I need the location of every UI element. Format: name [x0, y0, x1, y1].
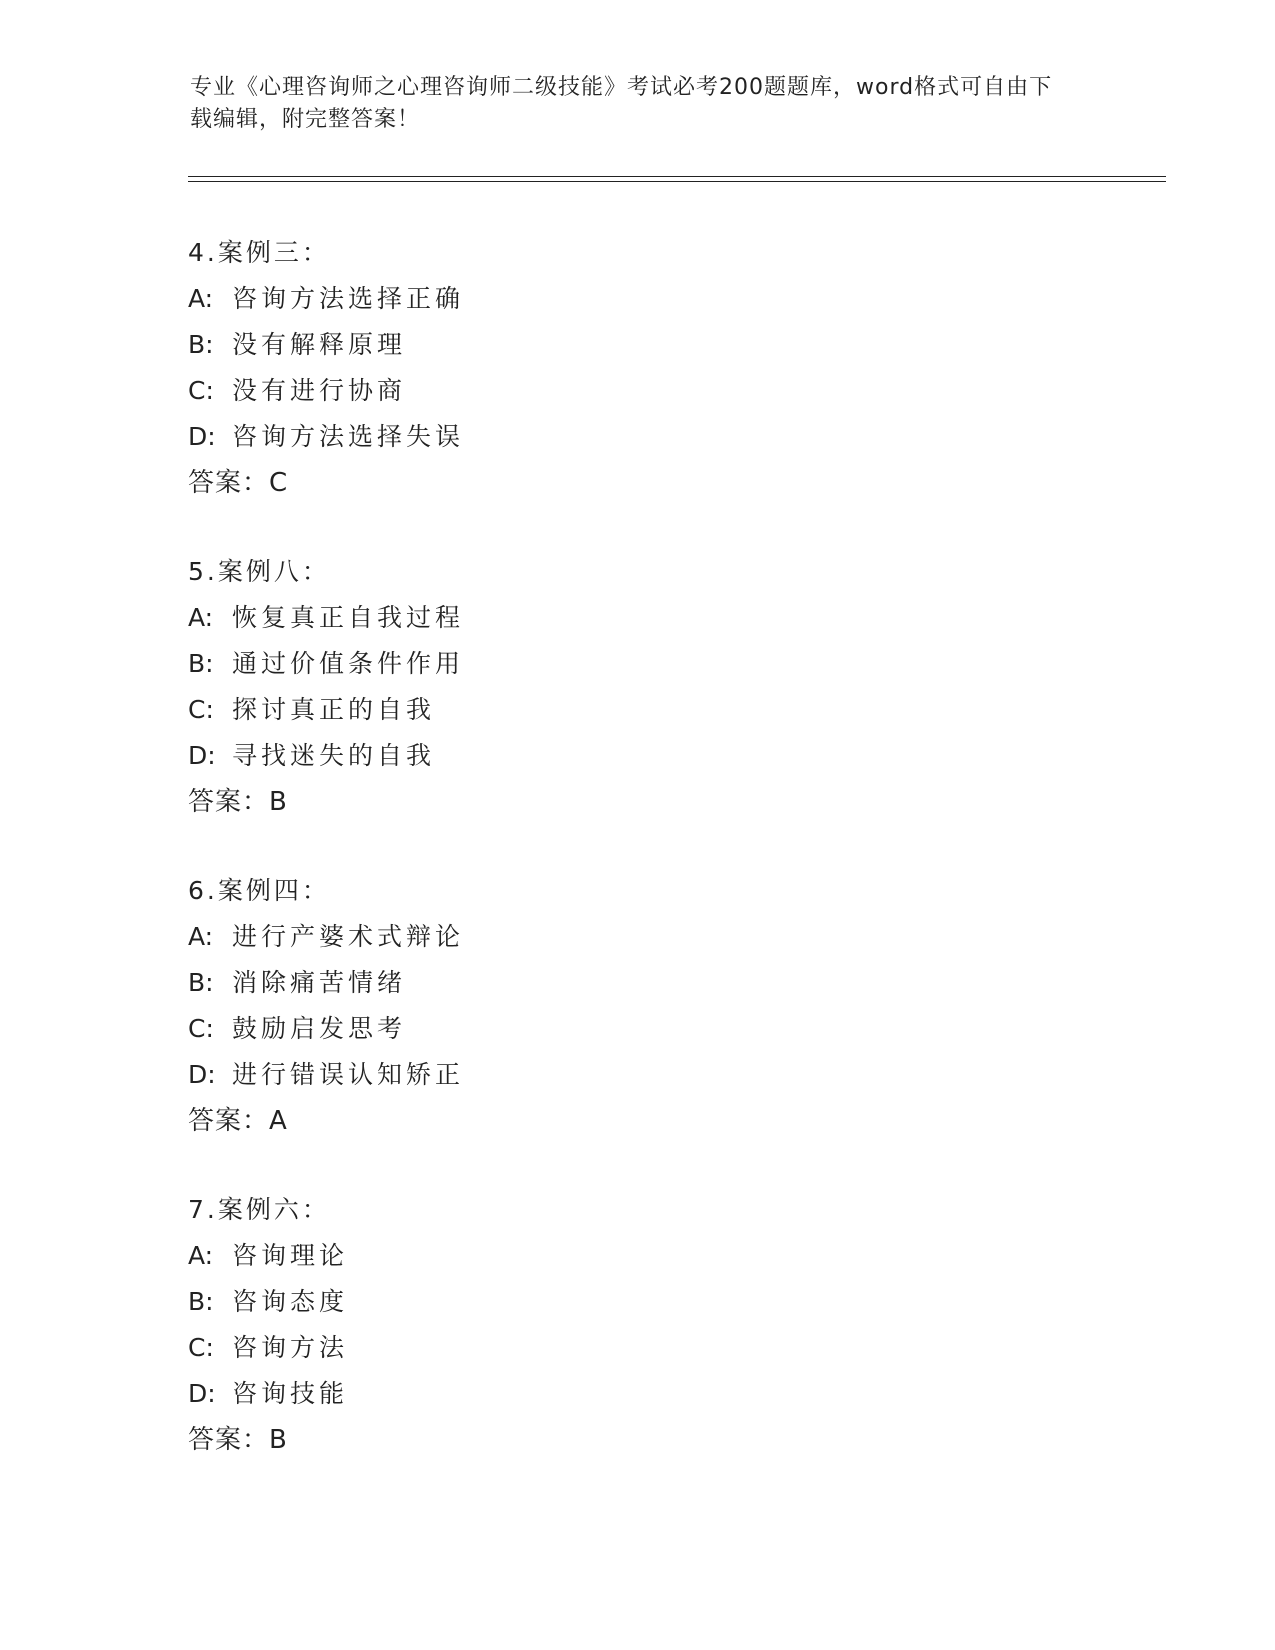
document-intro: 专业《心理咨询师之心理咨询师二级技能》考试必考200题题库，word格式可自由下载编辑，附完整答案！ — [190, 75, 1053, 132]
option-text: 探讨真正的自我 — [232, 695, 436, 724]
option-text: 进行产婆术式辩论 — [232, 922, 465, 951]
option-text: 咨询理论 — [232, 1241, 349, 1270]
option-letter: C: — [188, 376, 214, 405]
option-letter: C: — [188, 695, 214, 724]
option-text: 咨询技能 — [232, 1379, 349, 1408]
option-b — [188, 641, 1088, 687]
question-7 — [188, 1187, 1088, 1463]
option-b — [188, 1279, 1088, 1325]
option-c — [188, 368, 1088, 414]
option-letter: A: — [188, 922, 214, 951]
option-letter: D: — [188, 1379, 216, 1408]
option-text: 消除痛苦情绪 — [232, 968, 407, 997]
option-c — [188, 687, 1088, 733]
option-text: 寻找迷失的自我 — [232, 741, 436, 770]
option-letter: A: — [188, 603, 214, 632]
option-d — [188, 414, 1088, 460]
option-a — [188, 1233, 1088, 1279]
option-text: 进行错误认知矫正 — [232, 1060, 465, 1089]
option-text: 咨询态度 — [232, 1287, 349, 1316]
option-text: 恢复真正自我过程 — [232, 603, 465, 632]
option-letter: D: — [188, 422, 216, 451]
option-letter: B: — [188, 1287, 214, 1316]
option-letter: C: — [188, 1014, 214, 1043]
question-title: 6.案例四： — [188, 876, 330, 905]
question-title: 4.案例三： — [188, 238, 330, 267]
header-divider-bottom — [188, 181, 1166, 182]
option-text: 咨询方法选择失误 — [232, 422, 465, 451]
answer-line: 答案：A — [188, 1106, 288, 1136]
answer-line: 答案：C — [188, 468, 289, 498]
option-c — [188, 1006, 1088, 1052]
option-text: 没有进行协商 — [232, 376, 407, 405]
option-b — [188, 322, 1088, 368]
option-letter: C: — [188, 1333, 214, 1362]
option-letter: D: — [188, 1060, 216, 1089]
option-text: 咨询方法选择正确 — [232, 284, 465, 313]
option-text: 咨询方法 — [232, 1333, 349, 1362]
option-text: 通过价值条件作用 — [232, 649, 465, 678]
option-b — [188, 960, 1088, 1006]
question-5 — [188, 549, 1088, 825]
option-letter: B: — [188, 968, 214, 997]
option-d — [188, 1052, 1088, 1098]
option-d — [188, 1371, 1088, 1417]
option-text: 鼓励启发思考 — [232, 1014, 407, 1043]
option-d — [188, 733, 1088, 779]
option-letter: B: — [188, 330, 214, 359]
question-6 — [188, 868, 1088, 1144]
question-title: 7.案例六： — [188, 1195, 330, 1224]
answer-line: 答案：B — [188, 1425, 288, 1455]
question-title: 5.案例八： — [188, 557, 330, 586]
option-letter: B: — [188, 649, 214, 678]
header-divider-top — [188, 176, 1166, 177]
question-4 — [188, 230, 1088, 506]
option-letter: A: — [188, 1241, 214, 1270]
option-letter: A: — [188, 284, 214, 313]
option-a — [188, 595, 1088, 641]
answer-line: 答案：B — [188, 787, 288, 817]
option-a — [188, 276, 1088, 322]
option-a — [188, 914, 1088, 960]
option-text: 没有解释原理 — [232, 330, 407, 359]
option-letter: D: — [188, 741, 216, 770]
option-c — [188, 1325, 1088, 1371]
